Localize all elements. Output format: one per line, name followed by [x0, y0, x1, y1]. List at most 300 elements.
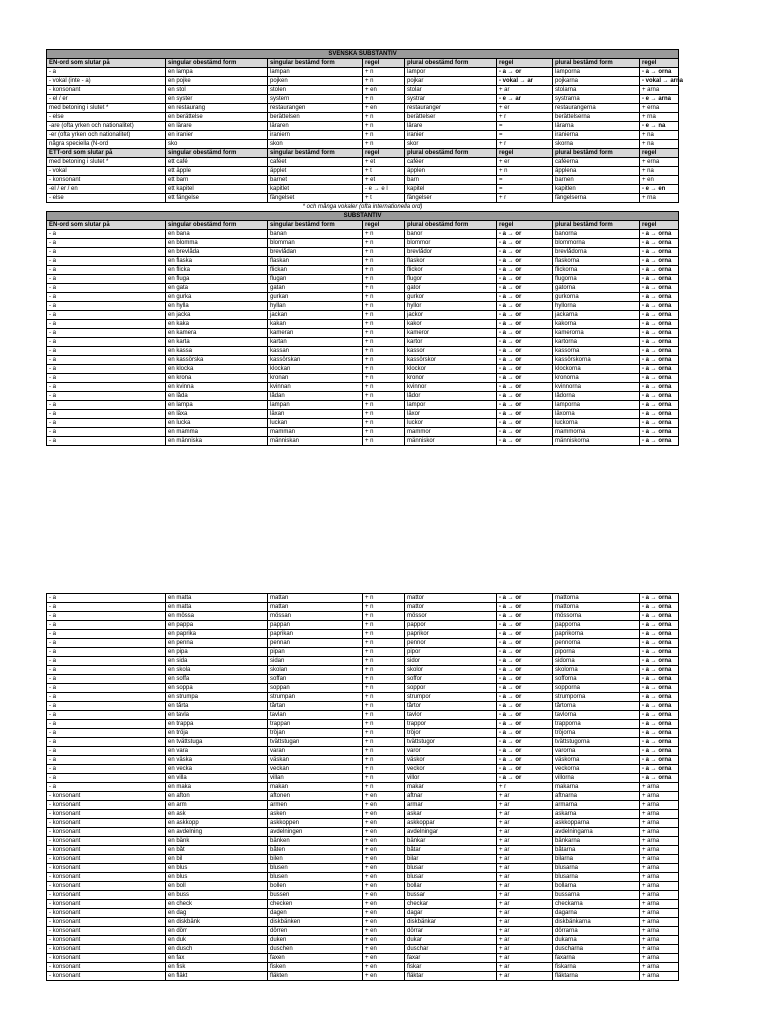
singular-definite-cell: caféet	[268, 158, 363, 167]
rule-singular-cell: + n	[363, 311, 405, 320]
ending-cell: - konsonant	[47, 819, 166, 828]
singular-definite-cell: lampan	[268, 68, 363, 77]
plural-definite-cell: veckorna	[553, 765, 640, 774]
plural-definite-cell: kvinnorna	[553, 383, 640, 392]
section-title-row	[47, 212, 679, 221]
plural-definite-cell: banorna	[553, 230, 640, 239]
ending-cell: - konsonant	[47, 873, 166, 882]
rule-plural-definite-cell: - a → orna	[640, 774, 679, 783]
rule-plural-definite-cell: + arna	[640, 972, 679, 981]
rule-plural-cell: =	[497, 131, 553, 140]
rule-plural-cell: - a → or	[497, 248, 553, 257]
singular-definite-cell: kronan	[268, 374, 363, 383]
singular-indefinite-cell: en kvinna	[166, 383, 268, 392]
singular-indefinite-cell: ett barn	[166, 176, 268, 185]
rule-plural-cell: - a → or	[497, 648, 553, 657]
singular-indefinite-cell: en pappa	[166, 621, 268, 630]
ending-cell: -are (ofta yrken och nationalitet)	[47, 122, 166, 131]
rule-plural-cell: - vokal → ar	[497, 77, 553, 86]
rule-plural-cell: - a → or	[497, 392, 553, 401]
rule-plural-cell: =	[497, 185, 553, 194]
singular-indefinite-cell: en flaska	[166, 257, 268, 266]
plural-indefinite-cell: blommor	[405, 239, 497, 248]
rule-singular-cell: + n	[363, 320, 405, 329]
ending-cell: - a	[47, 684, 166, 693]
rule-plural-cell: + er	[497, 104, 553, 113]
plural-indefinite-cell: tårtor	[405, 702, 497, 711]
column-header: plural bestämd form	[553, 59, 640, 68]
table-row	[47, 104, 679, 113]
rule-plural-definite-cell: - a → orna	[640, 729, 679, 738]
rule-plural-cell: + ar	[497, 963, 553, 972]
rule-singular-cell: + n	[363, 68, 405, 77]
plural-indefinite-cell: restauranger	[405, 104, 497, 113]
singular-indefinite-cell: en maka	[166, 783, 268, 792]
rule-singular-cell: + n	[363, 738, 405, 747]
rule-plural-cell: + ar	[497, 846, 553, 855]
plural-indefinite-cell: flaskor	[405, 257, 497, 266]
ending-cell: - a	[47, 666, 166, 675]
rule-singular-cell: + n	[363, 293, 405, 302]
plural-definite-cell: sopporna	[553, 684, 640, 693]
plural-indefinite-cell: gurkor	[405, 293, 497, 302]
table-row	[47, 392, 679, 401]
rule-plural-definite-cell: + arna	[640, 86, 679, 95]
table-row	[47, 918, 679, 927]
table-row	[47, 122, 679, 131]
rule-plural-cell: + ar	[497, 891, 553, 900]
singular-definite-cell: barnet	[268, 176, 363, 185]
singular-indefinite-cell: en trappa	[166, 720, 268, 729]
ending-cell: - a	[47, 356, 166, 365]
singular-indefinite-cell: en blus	[166, 873, 268, 882]
rule-plural-definite-cell: + arna	[640, 873, 679, 882]
rule-plural-definite-cell: + arna	[640, 801, 679, 810]
rule-plural-definite-cell: - a → orna	[640, 338, 679, 347]
singular-definite-cell: pojken	[268, 77, 363, 86]
rule-plural-cell: - a → or	[497, 738, 553, 747]
singular-definite-cell: duschen	[268, 945, 363, 954]
rule-plural-cell: - a → or	[497, 374, 553, 383]
rule-plural-definite-cell: - a → orna	[640, 711, 679, 720]
singular-definite-cell: kassan	[268, 347, 363, 356]
ending-cell: - a	[47, 410, 166, 419]
plural-definite-cell: avdelningarna	[553, 828, 640, 837]
plural-indefinite-cell: bussar	[405, 891, 497, 900]
rule-plural-cell: - a → or	[497, 230, 553, 239]
rule-plural-cell: + ar	[497, 954, 553, 963]
singular-indefinite-cell: en pipa	[166, 648, 268, 657]
plural-indefinite-cell: trappor	[405, 720, 497, 729]
rule-singular-cell: + n	[363, 747, 405, 756]
table-row	[47, 720, 679, 729]
table-row	[47, 594, 679, 603]
rule-singular-cell: + n	[363, 756, 405, 765]
plural-definite-cell: paprikorna	[553, 630, 640, 639]
singular-definite-cell: tårtan	[268, 702, 363, 711]
rule-plural-cell: - a → or	[497, 639, 553, 648]
rule-plural-definite-cell: + arna	[640, 792, 679, 801]
singular-definite-cell: pennan	[268, 639, 363, 648]
plural-definite-cell: tvättstugorna	[553, 738, 640, 747]
plural-definite-cell: gurkorna	[553, 293, 640, 302]
ending-cell: - el / er	[47, 95, 166, 104]
noun-table-top	[46, 49, 684, 446]
plural-definite-cell: restaurangerna	[553, 104, 640, 113]
singular-definite-cell: flugan	[268, 275, 363, 284]
singular-indefinite-cell: en mössa	[166, 612, 268, 621]
singular-indefinite-cell: en dörr	[166, 927, 268, 936]
rule-singular-cell: + en	[363, 828, 405, 837]
rule-singular-cell: + en	[363, 86, 405, 95]
table-row	[47, 621, 679, 630]
rule-plural-definite-cell: + erna	[640, 158, 679, 167]
plural-definite-cell: mössorna	[553, 612, 640, 621]
rule-singular-cell: + n	[363, 428, 405, 437]
singular-definite-cell: gatan	[268, 284, 363, 293]
singular-indefinite-cell: en blomma	[166, 239, 268, 248]
ending-cell: - a	[47, 702, 166, 711]
column-header: singular obestämd form	[166, 221, 268, 230]
column-header: regel	[640, 59, 679, 68]
plural-definite-cell: barnen	[553, 176, 640, 185]
rule-plural-cell: + ar	[497, 792, 553, 801]
singular-indefinite-cell: en vara	[166, 747, 268, 756]
singular-indefinite-cell: en båt	[166, 846, 268, 855]
rule-singular-cell: + n	[363, 657, 405, 666]
rule-singular-cell: + n	[363, 239, 405, 248]
plural-definite-cell: faxarna	[553, 954, 640, 963]
singular-indefinite-cell: ett kapitel	[166, 185, 268, 194]
table-row	[47, 401, 679, 410]
rule-plural-definite-cell: - a → orna	[640, 275, 679, 284]
rule-plural-cell: + ar	[497, 927, 553, 936]
column-header: regel	[640, 149, 679, 158]
rule-singular-cell: + et	[363, 176, 405, 185]
table-row	[47, 873, 679, 882]
ending-cell: - a	[47, 230, 166, 239]
plural-definite-cell: tårtorna	[553, 702, 640, 711]
plural-definite-cell: människorna	[553, 437, 640, 446]
singular-indefinite-cell: en syster	[166, 95, 268, 104]
ending-cell: - a	[47, 693, 166, 702]
ending-cell: - a	[47, 320, 166, 329]
rule-singular-cell: + en	[363, 810, 405, 819]
ending-cell: - a	[47, 711, 166, 720]
rule-plural-cell: + ar	[497, 801, 553, 810]
plural-definite-cell: fiskarna	[553, 963, 640, 972]
ending-cell: - vokal	[47, 167, 166, 176]
noun-table-bottom	[46, 593, 679, 981]
rule-singular-cell: + n	[363, 410, 405, 419]
rule-plural-definite-cell: - a → orna	[640, 266, 679, 275]
plural-indefinite-cell: soppor	[405, 684, 497, 693]
plural-definite-cell: lamporna	[553, 68, 640, 77]
column-header: ETT-ord som slutar på	[47, 149, 166, 158]
ending-cell: - a	[47, 428, 166, 437]
rule-singular-cell: + en	[363, 972, 405, 981]
singular-indefinite-cell: en kaka	[166, 320, 268, 329]
singular-definite-cell: kakan	[268, 320, 363, 329]
column-header: singular bestämd form	[268, 59, 363, 68]
rule-plural-definite-cell: + arna	[640, 864, 679, 873]
table-row	[47, 419, 679, 428]
rule-singular-cell: + n	[363, 684, 405, 693]
singular-indefinite-cell: en tårta	[166, 702, 268, 711]
singular-definite-cell: flickan	[268, 266, 363, 275]
plural-definite-cell: kakorna	[553, 320, 640, 329]
plural-definite-cell: läxorna	[553, 410, 640, 419]
ending-cell: - a	[47, 603, 166, 612]
plural-indefinite-cell: sidor	[405, 657, 497, 666]
singular-definite-cell: askkoppen	[268, 819, 363, 828]
rule-plural-cell: + ar	[497, 855, 553, 864]
singular-indefinite-cell: en strumpa	[166, 693, 268, 702]
singular-definite-cell: blomman	[268, 239, 363, 248]
singular-indefinite-cell: en paprika	[166, 630, 268, 639]
singular-indefinite-cell: en bana	[166, 230, 268, 239]
table-row	[47, 630, 679, 639]
singular-definite-cell: faxen	[268, 954, 363, 963]
plural-definite-cell: väskorna	[553, 756, 640, 765]
rule-singular-cell: + n	[363, 356, 405, 365]
singular-indefinite-cell: en människa	[166, 437, 268, 446]
ending-cell: - konsonant	[47, 855, 166, 864]
singular-definite-cell: armen	[268, 801, 363, 810]
plural-definite-cell: fängelserna	[553, 194, 640, 203]
table-row	[47, 639, 679, 648]
rule-plural-cell: - a → or	[497, 603, 553, 612]
singular-definite-cell: kassörskan	[268, 356, 363, 365]
ending-cell: - a	[47, 248, 166, 257]
plural-definite-cell: kamerorna	[553, 329, 640, 338]
rule-singular-cell: + n	[363, 666, 405, 675]
rule-singular-cell: + n	[363, 437, 405, 446]
rule-plural-cell: + ar	[497, 882, 553, 891]
plural-indefinite-cell: dukar	[405, 936, 497, 945]
plural-definite-cell: blusarna	[553, 864, 640, 873]
rule-plural-definite-cell: - a → orna	[640, 594, 679, 603]
plural-indefinite-cell: lampor	[405, 68, 497, 77]
singular-indefinite-cell: en väska	[166, 756, 268, 765]
rule-plural-definite-cell: - a → orna	[640, 311, 679, 320]
section-title: SUBSTANTIV	[47, 212, 679, 221]
plural-indefinite-cell: kartor	[405, 338, 497, 347]
rule-plural-definite-cell: + arna	[640, 936, 679, 945]
column-header-row	[47, 59, 679, 68]
plural-indefinite-cell: aftnar	[405, 792, 497, 801]
plural-indefinite-cell: flickor	[405, 266, 497, 275]
plural-definite-cell: varorna	[553, 747, 640, 756]
singular-definite-cell: äpplet	[268, 167, 363, 176]
singular-definite-cell: tvättstugan	[268, 738, 363, 747]
plural-definite-cell: mattorna	[553, 594, 640, 603]
plural-indefinite-cell: brevlådor	[405, 248, 497, 257]
column-header-row	[47, 149, 679, 158]
rule-plural-cell: + ar	[497, 972, 553, 981]
rule-singular-cell: + n	[363, 693, 405, 702]
rule-plural-cell: - a → or	[497, 320, 553, 329]
rule-plural-cell: - e → ar	[497, 95, 553, 104]
table-row	[47, 410, 679, 419]
rule-singular-cell: + en	[363, 945, 405, 954]
rule-plural-definite-cell: - a → orna	[640, 248, 679, 257]
rule-singular-cell: + en	[363, 963, 405, 972]
table-row	[47, 675, 679, 684]
plural-indefinite-cell: berättelser	[405, 113, 497, 122]
plural-indefinite-cell: banor	[405, 230, 497, 239]
plural-definite-cell: dagarna	[553, 909, 640, 918]
ending-cell: - a	[47, 392, 166, 401]
singular-definite-cell: avdelningen	[268, 828, 363, 837]
rule-plural-definite-cell: - vokal → arna	[640, 77, 679, 86]
ending-cell: - konsonant	[47, 927, 166, 936]
plural-definite-cell: flaskorna	[553, 257, 640, 266]
rule-plural-cell: - a → or	[497, 729, 553, 738]
ending-cell: -er (ofta yrken och nationalitet)	[47, 131, 166, 140]
rule-plural-cell: + r	[497, 194, 553, 203]
table-row	[47, 693, 679, 702]
rule-singular-cell: + n	[363, 302, 405, 311]
table-row	[47, 900, 679, 909]
rule-plural-definite-cell: + arna	[640, 927, 679, 936]
rule-plural-cell: + n	[497, 167, 553, 176]
plural-indefinite-cell: pappor	[405, 621, 497, 630]
ending-cell: - konsonant	[47, 936, 166, 945]
rule-plural-cell: - a → or	[497, 275, 553, 284]
plural-definite-cell: checkarna	[553, 900, 640, 909]
plural-indefinite-cell: makar	[405, 783, 497, 792]
plural-definite-cell: lådorna	[553, 392, 640, 401]
table-row	[47, 792, 679, 801]
plural-indefinite-cell: blusar	[405, 873, 497, 882]
singular-indefinite-cell: en penna	[166, 639, 268, 648]
rule-singular-cell: + n	[363, 131, 405, 140]
rule-singular-cell: + n	[363, 765, 405, 774]
table-row	[47, 131, 679, 140]
rule-singular-cell: + en	[363, 819, 405, 828]
ending-cell: - a	[47, 621, 166, 630]
rule-plural-definite-cell: + arna	[640, 837, 679, 846]
plural-indefinite-cell: mattor	[405, 594, 497, 603]
plural-indefinite-cell: klockor	[405, 365, 497, 374]
rule-plural-cell: + ar	[497, 945, 553, 954]
ending-cell: - a	[47, 347, 166, 356]
singular-indefinite-cell: en diskbänk	[166, 918, 268, 927]
singular-indefinite-cell: en gata	[166, 284, 268, 293]
ending-cell: - konsonant	[47, 900, 166, 909]
plural-indefinite-cell: gator	[405, 284, 497, 293]
table-row	[47, 77, 679, 86]
footnote-row	[47, 203, 679, 212]
rule-plural-definite-cell: - e → na	[640, 122, 679, 131]
rule-plural-cell: + ar	[497, 909, 553, 918]
sheet-page-2	[46, 593, 678, 981]
plural-indefinite-cell: mammor	[405, 428, 497, 437]
rule-plural-cell: + r	[497, 783, 553, 792]
rule-singular-cell: + t	[363, 167, 405, 176]
table-row	[47, 702, 679, 711]
singular-indefinite-cell: en lampa	[166, 401, 268, 410]
plural-definite-cell: trapporna	[553, 720, 640, 729]
rule-plural-cell: + ar	[497, 918, 553, 927]
singular-indefinite-cell: en stol	[166, 86, 268, 95]
singular-definite-cell: hyllan	[268, 302, 363, 311]
table-row	[47, 302, 679, 311]
rule-singular-cell: + en	[363, 837, 405, 846]
singular-indefinite-cell: en tvättstuga	[166, 738, 268, 747]
rule-singular-cell: + en	[363, 927, 405, 936]
rule-singular-cell: + n	[363, 266, 405, 275]
table-row	[47, 738, 679, 747]
plural-definite-cell: makarna	[553, 783, 640, 792]
ending-cell: - a	[47, 302, 166, 311]
singular-definite-cell: kapitlet	[268, 185, 363, 194]
column-header: singular obestämd form	[166, 59, 268, 68]
singular-definite-cell: mattan	[268, 603, 363, 612]
singular-indefinite-cell: en duk	[166, 936, 268, 945]
singular-definite-cell: båten	[268, 846, 363, 855]
ending-cell: - konsonant	[47, 792, 166, 801]
plural-definite-cell: berättelserna	[553, 113, 640, 122]
plural-definite-cell: systrarna	[553, 95, 640, 104]
ending-cell: - konsonant	[47, 954, 166, 963]
plural-indefinite-cell: barn	[405, 176, 497, 185]
ending-cell: - a	[47, 437, 166, 446]
plural-definite-cell: piporna	[553, 648, 640, 657]
table-row	[47, 819, 679, 828]
ending-cell: - konsonant	[47, 828, 166, 837]
table-row	[47, 612, 679, 621]
ending-cell: - a	[47, 648, 166, 657]
table-row	[47, 945, 679, 954]
rule-plural-definite-cell: + na	[640, 140, 679, 149]
plural-definite-cell: aftnarna	[553, 792, 640, 801]
ending-cell: - a	[47, 374, 166, 383]
plural-indefinite-cell: bollar	[405, 882, 497, 891]
singular-indefinite-cell: en jacka	[166, 311, 268, 320]
rule-plural-definite-cell: - a → orna	[640, 630, 679, 639]
table-row	[47, 365, 679, 374]
singular-definite-cell: paprikan	[268, 630, 363, 639]
rule-plural-definite-cell: + na	[640, 167, 679, 176]
rule-plural-cell: + ar	[497, 873, 553, 882]
plural-definite-cell: iranierna	[553, 131, 640, 140]
plural-definite-cell: kassörskorna	[553, 356, 640, 365]
plural-definite-cell: mattorna	[553, 603, 640, 612]
singular-indefinite-cell: ett fängelse	[166, 194, 268, 203]
rule-singular-cell: + n	[363, 122, 405, 131]
ending-cell: - a	[47, 756, 166, 765]
plural-definite-cell: dukarna	[553, 936, 640, 945]
table-row	[47, 855, 679, 864]
singular-definite-cell: veckan	[268, 765, 363, 774]
singular-definite-cell: fängelset	[268, 194, 363, 203]
rule-singular-cell: + n	[363, 95, 405, 104]
ending-cell: - a	[47, 774, 166, 783]
singular-definite-cell: asken	[268, 810, 363, 819]
plural-definite-cell: gatorna	[553, 284, 640, 293]
rule-plural-definite-cell: + arna	[640, 882, 679, 891]
rule-plural-cell: - a → or	[497, 747, 553, 756]
singular-indefinite-cell: en klocka	[166, 365, 268, 374]
plural-indefinite-cell: lampor	[405, 401, 497, 410]
plural-definite-cell: papporna	[553, 621, 640, 630]
rule-plural-definite-cell: - a → orna	[640, 702, 679, 711]
rule-singular-cell: + n	[363, 140, 405, 149]
rule-plural-cell: + ar	[497, 86, 553, 95]
ending-cell: - konsonant	[47, 810, 166, 819]
